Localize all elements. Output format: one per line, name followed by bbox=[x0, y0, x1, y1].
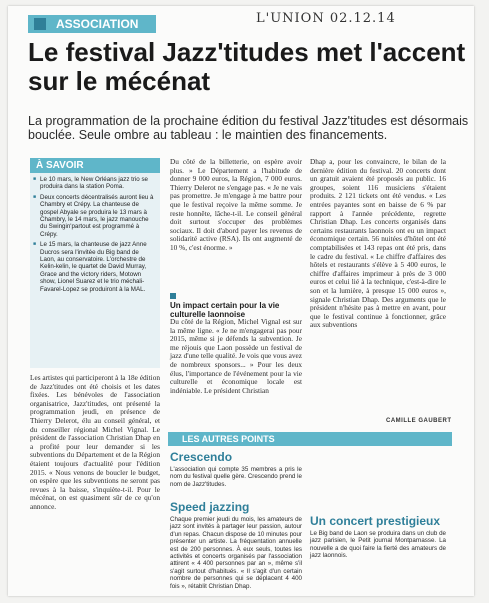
headline: Le festival Jazz'titudes met l'accent sur le mécénat bbox=[28, 37, 466, 96]
article-body-col2-bottom: Du côté de la Région, Michel Vignal est sur la même ligne. « Je ne m'engagerai pas pour 2015, même si je défends la subvention. Je me réjouis que Laon possède un festival de jazz d'une telle qualité. Je vois que vous avez de nombreux sponsors... » Pour les deux élus, l'importance de l'événement pour la vie culturelle et économique locale est indéniable. Le président Christian bbox=[170, 317, 303, 395]
article-body-col3: Dhap a, pour les convaincre, le bilan de la dernière édition du festival. 20 concerts dont un gratuit avaient été proposés au public. 16 groupes, soient 116 musiciens s'étaient produits. 2 121 tickets ont été vendus. « Les entrées payantes sont en baisse de 6 % par rapport à l'année précédente, regrette Christian Dhap. Les concerts organisés dans certains restaurants laonnois ont eu un impact économique certain. 56 nuitées d'hôtel ont été comptabilisées et 143 repas ont été pris, dans le cadre du festival. « Le chiffre d'affaires des hôtels et restaurants s'élève à 5 400 euros, le chiffre d'affaires imprimeur à près de 3 000 euros et celui lié à la technique, c'est-à-dire le son et la lumière, à presque 15 000 euros », signale Christian Dhap. Des arguments que le président n'hésite pas à mettre en avant, pour que le festival continue à fonctionner, grâce aux subventions bbox=[310, 157, 446, 330]
section-tag: ASSOCIATION bbox=[28, 15, 156, 33]
a-savoir-title: À SAVOIR bbox=[30, 158, 160, 173]
newspaper-clipping bbox=[8, 6, 474, 596]
concert-prestigieux-text: Le Big band de Laon se produira dans un club de jazz parisien, le Petit journal Montparnasse. La nouvelle a de quoi faire la fierté des amateurs de jazz laonnois. bbox=[310, 530, 446, 560]
crescendo-text: L'association qui compte 35 membres a pris le nom du festival quelle gère. Crescendo prend le nom de Jazz'titudes. bbox=[170, 466, 302, 488]
a-savoir-box bbox=[30, 158, 160, 368]
speed-jazzing-text: Chaque premier jeudi du mois, les amateurs de jazz sont invités à partager leur passion, autour d'un repas. Chacun dispose de 10 minutes pour présenter un artiste. La fréquentation annuelle est de 200 personnes. À eux seuls, toutes les activités et concerts organisés par l'association attirent « 4 400 personnes par an », même s'il s'agit surtout d'habitués. « Il s'agit d'un certain nombre de personnes qui se déplacent 4 400 fois », rétablit Christian Dhap. bbox=[170, 516, 302, 590]
autres-points-header: LES AUTRES POINTS bbox=[168, 432, 452, 446]
author-signature: CAMILLE GAUBERT bbox=[386, 418, 452, 424]
lead-paragraph: La programmation de la prochaine édition du festival Jazz'titudes est désormais bouclée. Seule ombre au tableau : le maintien des financements. bbox=[28, 114, 469, 142]
handwritten-source-note: L'UNION 02.12.14 bbox=[256, 11, 396, 26]
a-savoir-item: ■ Le 10 mars, le New Orléans jazz trio se produira dans la station Poma. bbox=[30, 173, 160, 191]
concert-prestigieux-title: Un concert prestigieux bbox=[310, 514, 441, 528]
article-body-col1: Les artistes qui participeront à la 18e édition de Jazz'titudes ont été choisis et les dates fixées. Les bénévoles de l'association organisatrice, Jazz'titudes, ont présenté la programmation jeudi, en présence de Thierry Delerot, élu au conseil général, et du conseiller régional Michel Vignal. Le président de l'association Christian Dhap en a profité pour leur demander si les subventions du Département et de la Région étaient toujours d'actualité pour l'édition 2015. « Nous venons de boucler le budget, on espère que les subventions ne seront pas revues à la baisse, s'inquiète-t-il. Pour le mécénat, on est quasiment sûr de ce qu'on annonce. bbox=[30, 373, 160, 511]
article-body-col2-top: Du côté de la billetterie, on espère avoir plus. » Le Département a l'habitude de donner 9 000 euros, la Région, 7 000 euros. Thierry Delerot ne s'engage pas. « Je ne vais pas promettre. Je m'engage à me battre pour que le festival reçoive la même somme. Je reste honnête, lâche-t-il. Le conseil général doit surtout s'occuper des problèmes sociaux. Il doit d'abord payer les revenus de solidarité active (RSA). Ils ont augmenté de 10 %, c'est énorme. » bbox=[170, 157, 302, 252]
crescendo-title: Crescendo bbox=[170, 450, 233, 464]
article-column-1 bbox=[30, 374, 160, 512]
article-column-2-bottom bbox=[170, 318, 302, 395]
article-column-3 bbox=[310, 158, 446, 330]
article-subhead: Un impact certain pour la vie culturelle laonnoise bbox=[170, 293, 302, 319]
speed-jazzing-title: Speed jazzing bbox=[170, 500, 250, 514]
article-column-2-top bbox=[170, 158, 302, 253]
a-savoir-item: ■ Le 15 mars, la chanteuse de jazz Anne Ducros sera l'invitée du Big band de Laon, au conservatoire. L'orchestre de Kelin-kelin, le quartet de David Murray, Grace and the victory riders, Motown show, Lionel Suarez et le trio méchali-Favarel-Lopez se produiront à la MAL. bbox=[30, 238, 160, 293]
a-savoir-item: ■ Deux concerts décentralisés auront lieu à Chambry et Crépy. La chanteuse de gospel Abyale se produira le 13 mars à Chambry, le 14 mars, le jazz manouche du Swingin'partout est programmé à Crépy. bbox=[30, 191, 160, 238]
